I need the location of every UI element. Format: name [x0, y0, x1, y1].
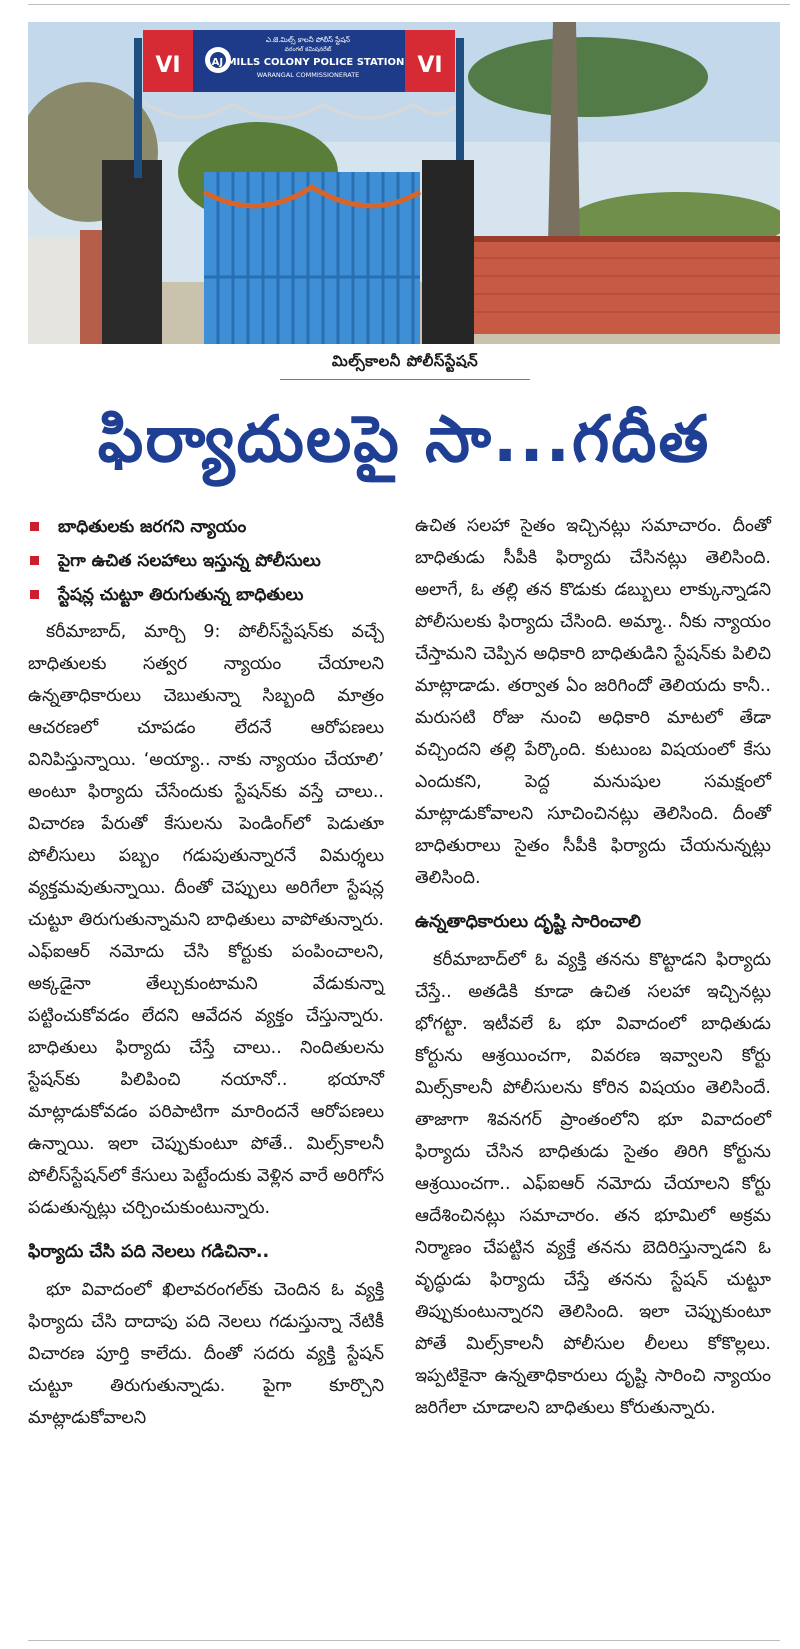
body-paragraph: ఉచిత సలహా సైతం ఇచ్చినట్లు సమాచారం. దీంతో బాధితుడు సీపీకి ఫిర్యాదు చేసినట్లు తెలిసింది. అలాగే, ఓ తల్లి తన కొడుకు డబ్బులు లాక్కున్నాడని పోలీసులకు ఫిర్యాదు చేసింది. అమ్మా.. నీకు న్యాయం చేస్తామని చెప్పిన అధికారి బాధితుడిని స్టేషన్‌కు పిలిచి మాట్లాడాడు. తర్వాత ఏం జరిగిందో తెలియదు కానీ.. మరుసటి రోజు నుంచి అధికారి మాటలో తేడా వచ్చిందని తల్లి పేర్కొంది. కుటుంబ విషయంలో కేసు ఎందుకని, పెద్ద మనుషుల సమక్షంలో మాట్లాడుకోవాలని సూచించినట్లు తెలిసింది. దీంతో బాధితురాలు సైతం సీపీకి ఫిర్యాదు చేయనున్నట్లు తెలిసింది. [415, 516, 771, 888]
board-title: AJ MILLS COLONY POLICE STATION [211, 57, 405, 68]
left-column [28, 510, 384, 1436]
body-paragraph: భూ వివాదంలో ఖిలావరంగల్‌కు చెందిన ఓ వ్యక్తి ఫిర్యాదు చేసి దాదాపు పది నెలలు గడుస్తున్నా నేటికీ విచారణ పూర్తి కాలేదు. దీంతో సదరు వ్యక్తి స్టేషన్ చుట్టూ తిరుగుతున్నాడు. పైగా కూర్చొని మాట్లాడుకోవాలని [28, 1280, 384, 1428]
subheading: ఫిర్యాదు చేసి పది నెలలు గడిచినా.. [28, 1242, 270, 1262]
bullet-item [28, 578, 384, 612]
bullet-text: బాధితులకు జరగని న్యాయం [58, 517, 247, 537]
top-rule [28, 4, 790, 5]
bullet-text: పైగా ఉచిత సలహాలు ఇస్తున్న పోలీసులు [58, 551, 321, 571]
bullet-text: స్టేషన్ల చుట్టూ తిరుగుతున్న బాధితులు [58, 585, 304, 605]
board-top-line: ఎ.జె.మిల్స్ కాలనీ పోలీస్ స్టేషన్ [265, 36, 351, 44]
square-bullet-icon [30, 590, 39, 599]
bullet-item [28, 544, 384, 578]
square-bullet-icon [30, 522, 39, 531]
bottom-rule [28, 1640, 780, 1641]
headline: ఫిర్యాదులపై సా...గదీత [97, 403, 711, 477]
right-column [415, 510, 771, 1426]
board-subtitle: WARANGAL COMMISSIONERATE [256, 71, 360, 79]
brand-left-text: VI [155, 53, 181, 78]
brand-right-text: VI [417, 53, 443, 78]
board-sub-line: వరంగల్ కమిషనరేట్ [284, 46, 332, 53]
bullet-list [28, 510, 384, 612]
body-paragraph: కరీమాబాద్, మార్చి 9: పోలీస్‌స్టేషన్‌కు వచ్చే బాధితులకు సత్వర న్యాయం చేయాలని ఉన్నతాధికారులు చెబుతున్నా సిబ్బంది మాత్రం ఆచరణలో చూపడం లేదనే ఆరోపణలు వినిపిస్తున్నాయి. ‘అయ్యా.. నాకు న్యాయం చేయాలి’ అంటూ ఫిర్యాదు చేసేందుకు స్టేషన్‌కు వస్తే చాలు.. విచారణ పేరుతో కేసులను పెండింగ్‌లో పెడుతూ పోలీసులు పబ్బం గడుపుతున్నారనే విమర్శలు వ్యక్తమవుతున్నాయి. దీంతో చెప్పులు అరిగేలా స్టేషన్ల చుట్టూ తిరుగుతున్నామని బాధితులు వాపోతున్నారు. ఎఫ్‌ఐఆర్ నమోదు చేసి కోర్టుకు పంపించాలని, అక్కడైనా తేల్చుకుంటామని వేడుకున్నా పట్టించుకోవడం లేదని ఆవేదన వ్యక్తం చేస్తున్నారు. బాధితులు ఫిర్యాదు చేస్తే చాలు.. నిందితులను స్టేషన్‌కు పిలిపించి నయానో.. భయానో మాట్లాడుకోవడం పరిపాటిగా మారిందనే ఆరోపణలు ఉన్నాయి. ఇలా చెప్పుకుంటూ పోతే.. మిల్స్‌కాలనీ పోలీస్‌స్టేషన్‌లో కేసులు పెట్టేందుకు వెళ్లిన వారే అరిగోస పడుతున్నట్లు చర్చించుకుంటున్నారు. [28, 622, 385, 1218]
square-bullet-icon [30, 556, 39, 565]
bullet-item [28, 510, 384, 544]
body-paragraph: కరీమాబాద్‌లో ఓ వ్యక్తి తనను కొట్టాడని ఫిర్యాదు చేస్తే.. అతడికి కూడా ఉచిత సలహా ఇచ్చినట్లు భోగట్టా. ఇటీవలే ఓ భూ వివాదంలో బాధితుడు కోర్టును ఆశ్రయించగా, వివరణ ఇవ్వాలని కోర్టు మిల్స్‌కాలనీ పోలీసులను కోరిన విషయం తెలిసిందే. తాజాగా శివనగర్ ప్రాంతంలోని భూ వివాదంలో ఫిర్యాదు చేసిన బాధితుడు సైతం తిరిగి కోర్టును ఆశ్రయించగా.. ఎఫ్‌ఐఆర్ నమోదు చేయాలని కోర్టు ఆదేశించినట్లు సమాచారం. తన భూమిలో అక్రమ నిర్మాణం చేపట్టిన వ్యక్తే తనను బెదిరిస్తున్నాడని ఓ వృద్ధుడు ఫిర్యాదు చేస్తే తనను స్టేషన్ చుట్టూ తిప్పుకుంటున్నారని తెలిసింది. ఇలా చెప్పుకుంటూ పోతే మిల్స్‌కాలనీ పోలీసుల లీలలు కోకొల్లలు. ఇప్పటికైనా ఉన్నతాధికారులు దృష్టి సారించి న్యాయం జరిగేలా చూడాలని బాధితులు కోరుతున్నారు. [415, 950, 771, 1418]
police-station-photo [28, 22, 780, 344]
subheading: ఉన్నతాధికారులు దృష్టి సారించాలి [415, 912, 641, 932]
photo-caption: మిల్స్‌కాలనీ పోలీస్‌స్టేషన్ [280, 352, 530, 380]
